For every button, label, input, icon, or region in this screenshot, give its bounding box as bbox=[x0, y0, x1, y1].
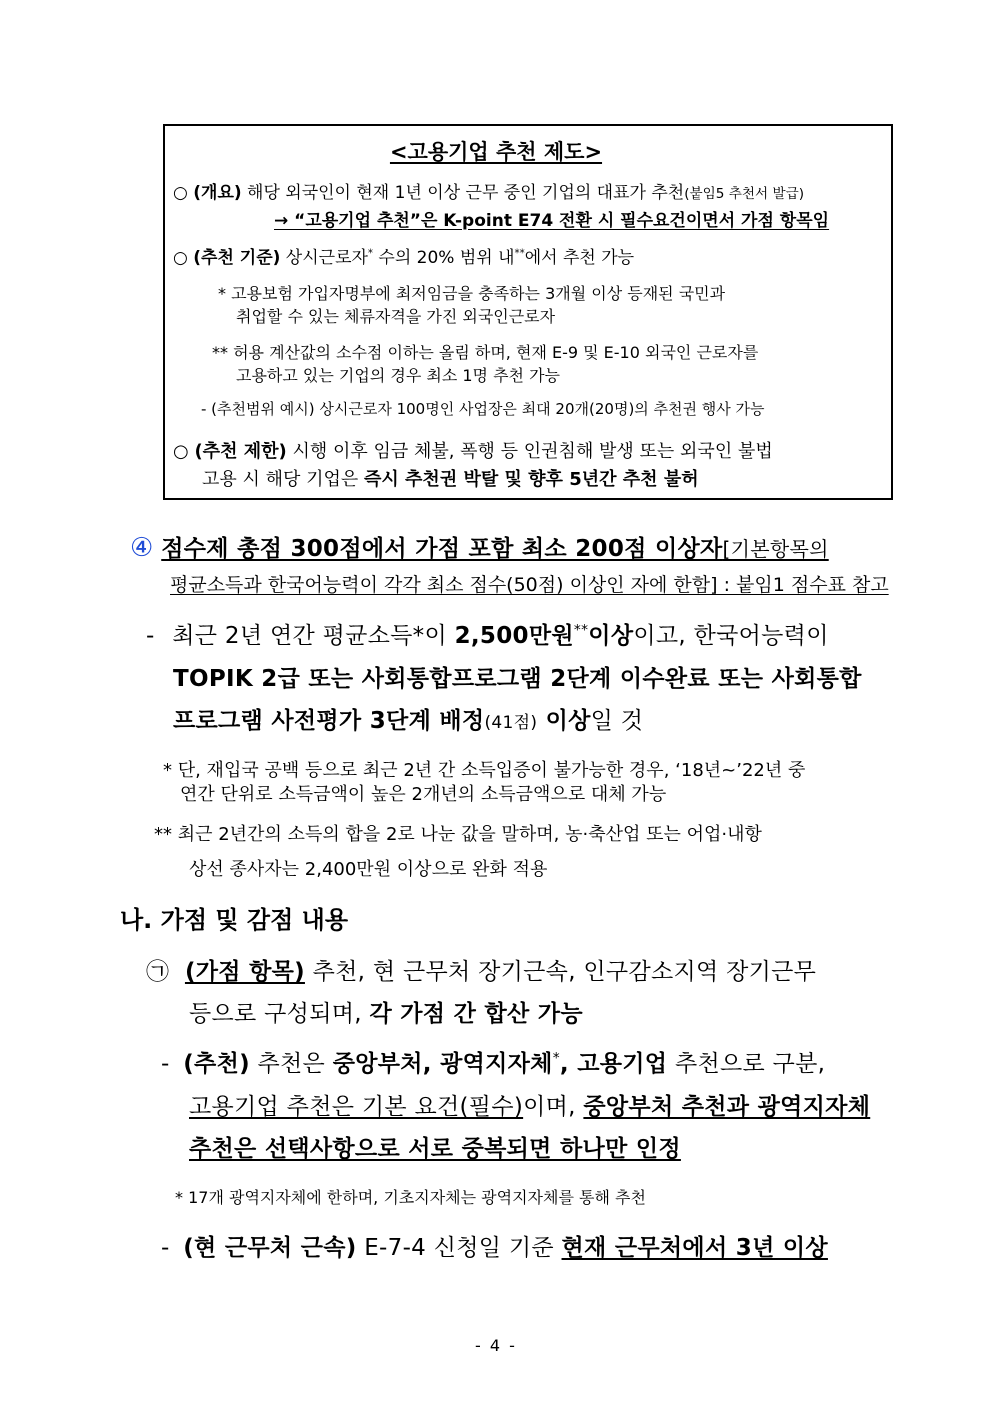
recommend-l1a: 추천은 bbox=[249, 1051, 333, 1077]
section-na-item-line1 bbox=[146, 953, 816, 986]
recommend-label: (추천) bbox=[183, 1051, 250, 1077]
criteria-sup-b: ** bbox=[514, 248, 525, 260]
tenure-line bbox=[161, 1229, 828, 1262]
criteria-note2-line2: 고용하고 있는 기업의 경우 최소 1명 추천 가능 bbox=[236, 366, 560, 385]
box-title-text: <고용기업 추천 제도> bbox=[389, 140, 603, 164]
recommend-l3: 추천은 선택사항으로 서로 중복되면 하나만 인정 bbox=[189, 1136, 681, 1162]
section-na-item-l2a: 등으로 구성되며, bbox=[189, 1001, 370, 1027]
criteria-note1-l1 bbox=[218, 281, 886, 304]
recommend-line1 bbox=[161, 1045, 825, 1078]
bullet-circle-icon: ○ bbox=[173, 183, 188, 203]
restriction-text-l2b: 즉시 추천권 박탈 및 향후 5년간 추천 불허 bbox=[364, 469, 699, 490]
recommend-l1-sup: * bbox=[552, 1050, 560, 1067]
section-na-heading: 나. 가점 및 감점 내용 bbox=[120, 906, 349, 934]
restriction-label: (추천 제한) bbox=[194, 441, 287, 462]
criteria-note1-line1 bbox=[218, 281, 886, 304]
income-note2-line1: ** 최근 2년간의 소득의 합을 2로 나눈 값을 말하며, 농·축산업 또는 어업·내항 bbox=[154, 824, 762, 845]
item4-rest-l2: 평균소득과 한국어능력이 각각 최소 점수(50점) 이상인 자에 한함] : 붙임1 점수표 참고 bbox=[170, 574, 889, 596]
criteria-line bbox=[173, 243, 634, 268]
dash: - bbox=[161, 1051, 170, 1077]
income-l3c: 일 것 bbox=[590, 708, 644, 734]
criteria-note1-line2: 취업할 수 있는 체류자격을 가진 외국인근로자 bbox=[236, 307, 556, 326]
income-note2-line2: 상선 종사자는 2,400만원 이상으로 완화 적용 bbox=[189, 859, 548, 880]
income-l1-sup: ** bbox=[573, 622, 589, 639]
criteria-label: (추천 기준) bbox=[193, 248, 281, 268]
recommend-l2a: 고용기업 추천은 기본 요건(필수) bbox=[189, 1094, 524, 1120]
section-na-item-l1: 추천, 현 근무처 장기근속, 인구감소지역 장기근무 bbox=[304, 959, 817, 985]
recommend-l2b: 이며, bbox=[523, 1094, 584, 1120]
criteria-example: - (추천범위 예시) 상시근로자 100명인 사업장은 최대 20개(20명)의 추천권 행사 가능 bbox=[201, 400, 765, 418]
criteria-note2-line1: ** 허용 계산값의 소수점 이하는 올림 하며, 현재 E-9 및 E-10 외국인 근로자를 bbox=[212, 343, 759, 362]
criteria-text-c: 에서 추천 가능 bbox=[524, 248, 635, 268]
item4-line1 bbox=[130, 530, 829, 563]
recommend-line2 bbox=[189, 1088, 870, 1121]
recommend-l1c: , 고용기업 bbox=[559, 1051, 668, 1077]
section-na-item-l2b: 각 가점 간 합산 가능 bbox=[369, 1001, 583, 1027]
criteria-sup-a: * bbox=[367, 248, 374, 260]
recommend-l1d: 추천으로 구분, bbox=[667, 1051, 826, 1077]
overview-text: 해당 외국인이 현재 1년 이상 근무 중인 기업의 대표가 추천 bbox=[241, 183, 685, 203]
tenure-underline: 현재 근무처에서 3년 이상 bbox=[561, 1235, 828, 1261]
overview-line bbox=[173, 178, 804, 203]
criteria-text-a: 상시근로자 bbox=[280, 248, 368, 268]
item4-line2 bbox=[170, 570, 889, 597]
income-line1 bbox=[146, 617, 829, 650]
overview-label: (개요) bbox=[193, 183, 242, 203]
dash: - bbox=[161, 1235, 170, 1261]
item4-bold: 점수제 총점 300점에서 가점 포함 최소 200점 이상자 bbox=[161, 536, 723, 562]
item4-rest-l1: [기본항목의 bbox=[722, 537, 829, 561]
dash: - bbox=[146, 623, 155, 649]
overview-paren: (붙임5 추천서 발급) bbox=[684, 186, 805, 202]
section-na-item-label: (가점 항목) bbox=[184, 959, 305, 985]
recommend-line3 bbox=[189, 1130, 681, 1163]
criteria-note1-l1-text: * 고용보험 가입자명부에 최저임금을 충족하는 3개월 이상 등재된 국민과 bbox=[218, 284, 726, 303]
overview-arrow-line bbox=[274, 206, 829, 231]
restriction-text-l1: 시행 이후 임금 체불, 폭행 등 인권침해 발생 또는 외국인 불법 bbox=[286, 441, 773, 462]
income-line2: TOPIK 2급 또는 사회통합프로그램 2단계 이수완료 또는 사회통합 bbox=[173, 666, 862, 692]
restriction-line1 bbox=[173, 437, 773, 463]
tenure-label: (현 근무처 근속) bbox=[183, 1235, 357, 1261]
recommend-note: * 17개 광역지자체에 한하며, 기초지자체는 광역지자체를 통해 추천 bbox=[175, 1188, 646, 1207]
restriction-line2 bbox=[202, 465, 699, 491]
income-l1c: 이상 bbox=[588, 623, 634, 649]
recommend-l1b: 중앙부처, 광역지자체 bbox=[332, 1051, 553, 1077]
restriction-text-l2a: 고용 시 해당 기업은 bbox=[202, 469, 364, 490]
income-l3a: 프로그램 사전평가 3단계 배정 bbox=[173, 708, 485, 734]
tenure-text: E-7-4 신청일 기준 bbox=[356, 1235, 562, 1261]
overview-arrow-text: → “고용기업 추천”은 K-point E74 전환 시 필수요건이면서 가점 항목임 bbox=[274, 211, 830, 231]
circled-four-icon: ④ bbox=[130, 533, 154, 563]
bullet-circle-icon: ○ bbox=[173, 441, 189, 462]
circled-giyeok-icon: ㉠ bbox=[146, 959, 170, 985]
recommend-l2c: 중앙부처 추천과 광역지자체 bbox=[583, 1094, 871, 1120]
income-line3 bbox=[173, 702, 643, 735]
income-l3b: 이상 bbox=[537, 708, 591, 734]
income-l1a: 최근 2년 연간 평균소득*이 bbox=[172, 623, 455, 649]
page-number: - 4 - bbox=[475, 1336, 517, 1355]
criteria-text-b: 수의 20% 범위 내 bbox=[373, 248, 515, 268]
income-l3-small: (41점) bbox=[484, 713, 538, 733]
income-note1-line2: 연간 단위로 소득금액이 높은 2개년의 소득금액으로 대체 가능 bbox=[180, 784, 667, 805]
box-title bbox=[0, 136, 992, 166]
bullet-circle-icon: ○ bbox=[173, 248, 188, 268]
section-na-item-line2 bbox=[189, 995, 583, 1028]
income-l1b: 2,500만원 bbox=[454, 623, 574, 649]
income-l1d: 이고, 한국어능력이 bbox=[633, 623, 829, 649]
income-note1-line1: * 단, 재입국 공백 등으로 최근 2년 간 소득입증이 불가능한 경우, ‘18년~’22년 중 bbox=[163, 760, 806, 781]
